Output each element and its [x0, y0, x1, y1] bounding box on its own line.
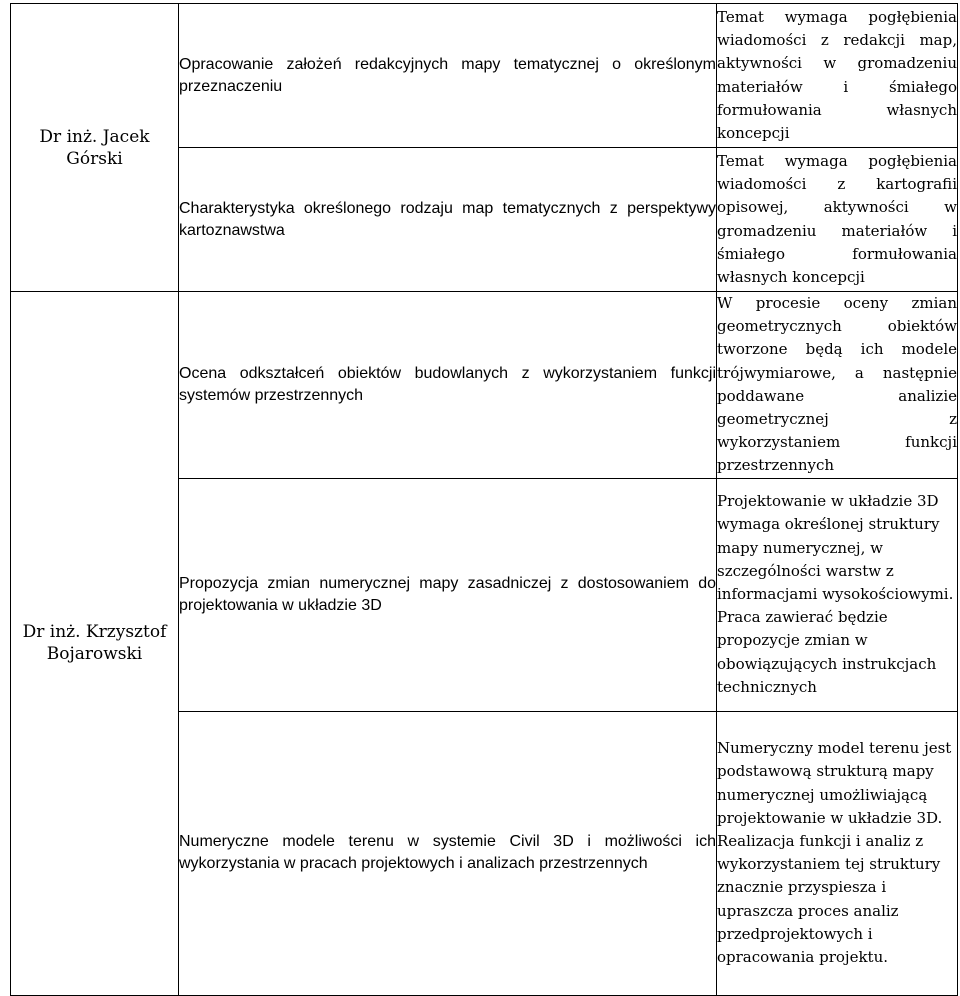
thesis-topics-table: [10, 3, 958, 996]
topic-description: Projektowanie w układzie 3D wymaga określonej struktury mapy numerycznej, w szczególności warstw z informacjami wysokościowymi. Praca zawierać będzie propozycje zmian w obowiązujących instrukcjach technicznych: [717, 492, 954, 696]
description-cell: [717, 292, 958, 479]
topic-cell: [179, 4, 717, 148]
supervisor-cell: [11, 292, 179, 996]
topic-cell: [179, 292, 717, 479]
topic-cell: [179, 478, 717, 711]
description-cell: [717, 711, 958, 995]
description-cell: [717, 4, 958, 148]
topic-title: Ocena odkształceń obiektów budowlanych z wykorzystaniem funkcji systemów przestrzennych: [179, 364, 716, 404]
description-cell: [717, 478, 958, 711]
topic-description: W procesie oceny zmian geometrycznych obiektów tworzone będą ich modele trójwymiarowe, a następnie poddawane analizie geometrycznej z wykorzystaniem funkcji przestrzennych: [717, 294, 957, 475]
supervisor-name: Dr inż. Krzysztof Bojarowski: [22, 622, 167, 665]
topic-description: Numeryczny model terenu jest podstawową strukturą mapy numerycznej umożliwiającą projektowanie w układzie 3D. Realizacja funkcji i analiz z wykorzystaniem tej struktury znacznie przyspiesza i upraszcza proces analiz przedprojektowych i opracowania projektu.: [717, 739, 952, 966]
topic-description: Temat wymaga pogłębienia wiadomości z redakcji map, aktywności w gromadzeniu materiałów i śmiałego formułowania własnych koncepcji: [717, 7, 957, 142]
topic-cell: [179, 148, 717, 292]
topic-title: Opracowanie założeń redakcyjnych mapy tematycznej o określonym przeznaczeniu: [179, 55, 716, 95]
topic-description: Temat wymaga pogłębienia wiadomości z kartografii opisowej, aktywności w gromadzeniu materiałów i śmiałego formułowania własnych koncepcji: [717, 151, 957, 286]
supervisor-name: Dr inż. Jacek Górski: [39, 126, 150, 169]
table-row: [11, 292, 958, 479]
topic-cell: [179, 711, 717, 995]
supervisor-cell: [11, 4, 179, 292]
topic-title: Numeryczne modele terenu w systemie Civil 3D i możliwości ich wykorzystania w pracach projektowych i analizach przestrzennych: [179, 833, 716, 873]
description-cell: [717, 148, 958, 292]
topic-title: Propozycja zmian numerycznej mapy zasadniczej z dostosowaniem do projektowania w układzie 3D: [179, 574, 716, 614]
table-row: [11, 4, 958, 148]
topic-title: Charakterystyka określonego rodzaju map tematycznych z perspektywy kartoznawstwa: [179, 199, 716, 239]
